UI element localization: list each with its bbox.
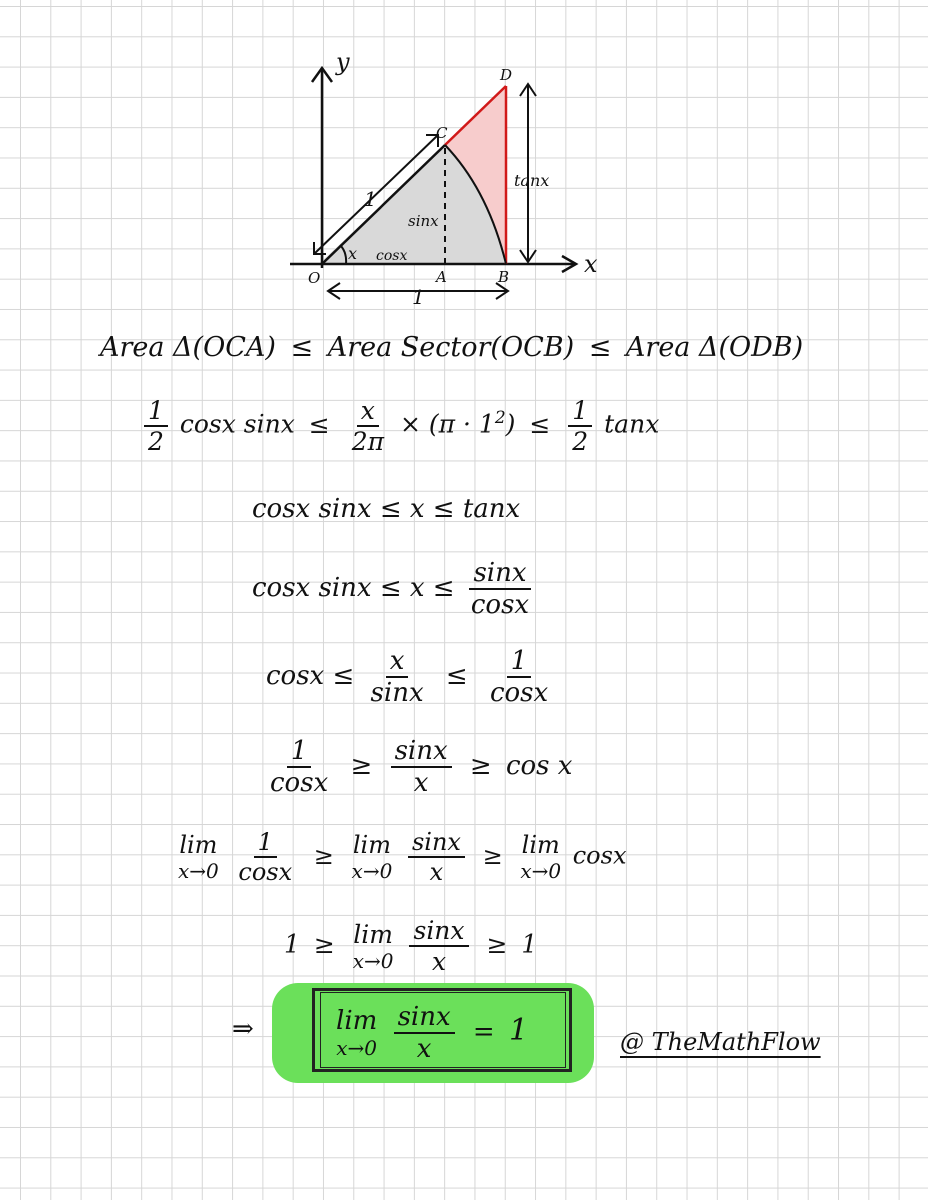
step-6-op2: ≥ bbox=[469, 751, 492, 781]
sin-label: sinx bbox=[408, 212, 439, 230]
step-7-num2: sinx bbox=[408, 830, 465, 858]
point-d-label: D bbox=[500, 66, 513, 84]
step-4-tan-expanded bbox=[252, 560, 537, 618]
step-4-num: sinx bbox=[469, 560, 530, 590]
step-2-area-formulas bbox=[140, 398, 659, 454]
step-2-half2-frac bbox=[568, 398, 592, 454]
angle-label: x bbox=[348, 244, 358, 263]
step-8-op2: ≥ bbox=[486, 929, 508, 959]
step-2-times: × bbox=[399, 409, 421, 439]
step-4-left: cosx sinx ≤ x ≤ bbox=[252, 573, 455, 603]
step-2-x-num: x bbox=[357, 398, 379, 427]
step-5-num2: 1 bbox=[507, 648, 532, 678]
base-label: 1 bbox=[412, 285, 425, 309]
step-8-lim-word: lim bbox=[353, 919, 393, 949]
unit-circle-diagram bbox=[0, 0, 928, 320]
step-7-lim2-word: lim bbox=[352, 831, 391, 859]
step-4-frac bbox=[467, 560, 533, 618]
point-b-label: B bbox=[498, 268, 510, 286]
step-5-op: ≤ bbox=[445, 661, 468, 691]
step-8-num: sinx bbox=[409, 918, 468, 947]
step-2-op2: ≤ bbox=[529, 409, 551, 439]
step-2-half-num: 1 bbox=[144, 398, 168, 427]
step-7-op1: ≥ bbox=[313, 841, 334, 870]
step-6-right: cos x bbox=[505, 751, 573, 781]
step-2-half2-den: 2 bbox=[572, 427, 589, 456]
step-7-lim2 bbox=[352, 833, 393, 881]
step-2-op1: ≤ bbox=[308, 409, 330, 439]
step-9-frac bbox=[394, 1004, 455, 1062]
step-7-op2: ≥ bbox=[482, 841, 503, 870]
origin-label: O bbox=[308, 269, 321, 287]
step-1-right: Area Δ(ODB) bbox=[625, 332, 804, 363]
step-7-limits bbox=[174, 830, 626, 884]
step-1-op1: ≤ bbox=[290, 332, 314, 363]
step-2-x-den: 2π bbox=[351, 427, 385, 456]
point-a-label: A bbox=[436, 268, 447, 286]
step-5-frac1 bbox=[367, 648, 428, 706]
step-6-den2: x bbox=[413, 768, 429, 798]
step-5-divided bbox=[266, 648, 556, 706]
step-9-lim bbox=[336, 1008, 377, 1058]
step-6-num2: sinx bbox=[391, 738, 452, 768]
author-handle-text: @ TheMathFlow bbox=[620, 1028, 821, 1056]
step-9-num: sinx bbox=[394, 1004, 455, 1034]
hypotenuse-label: 1 bbox=[364, 187, 377, 211]
step-8-lim-sub: x→0 bbox=[352, 948, 394, 973]
step-7-right: cosx bbox=[572, 841, 627, 870]
step-8-left: 1 bbox=[284, 929, 300, 959]
step-6-reciprocal bbox=[262, 738, 572, 796]
step-8-lim bbox=[352, 919, 394, 973]
step-6-num1: 1 bbox=[287, 738, 312, 768]
point-c-label: C bbox=[436, 124, 448, 142]
step-7-lim3-word: lim bbox=[521, 831, 560, 859]
step-3-simplified bbox=[252, 496, 520, 522]
step-7-lim3 bbox=[520, 833, 561, 881]
step-7-frac1 bbox=[234, 830, 296, 884]
step-8-squeeze bbox=[284, 918, 537, 974]
step-8-op1: ≥ bbox=[313, 929, 335, 959]
step-9-implies bbox=[232, 1016, 254, 1042]
step-1-op2: ≤ bbox=[588, 332, 612, 363]
step-9-lim-sub: x→0 bbox=[336, 1036, 378, 1060]
step-7-den1: cosx bbox=[238, 858, 293, 886]
step-3-text: cosx sinx ≤ x ≤ tanx bbox=[252, 494, 521, 524]
step-8-frac bbox=[409, 918, 468, 974]
y-axis-label: y bbox=[336, 48, 350, 76]
step-7-lim1-word: lim bbox=[179, 831, 218, 859]
step-9-result bbox=[332, 1004, 528, 1062]
step-9-eq: = bbox=[472, 1017, 495, 1047]
cos-label: cosx bbox=[376, 248, 408, 264]
tan-label: tanx bbox=[514, 171, 550, 190]
step-6-frac1 bbox=[266, 738, 332, 796]
step-5-den1: sinx bbox=[370, 678, 424, 708]
step-1-area-inequality bbox=[100, 334, 803, 361]
step-5-frac2 bbox=[486, 648, 552, 706]
step-2-tan: tanx bbox=[604, 409, 660, 439]
step-2-half-frac bbox=[144, 398, 168, 454]
step-2-paren-close: ) bbox=[505, 409, 516, 439]
step-1-left: Area Δ(OCA) bbox=[100, 332, 276, 363]
step-7-num1: 1 bbox=[254, 830, 277, 858]
step-1-mid: Area Sector(OCB) bbox=[327, 332, 575, 363]
step-5-left: cosx ≤ bbox=[266, 661, 355, 691]
step-9-lim-word: lim bbox=[336, 1006, 378, 1036]
step-8-den: x bbox=[431, 947, 447, 976]
step-2-paren: (π · 1 bbox=[428, 409, 495, 439]
step-5-num1: x bbox=[386, 648, 409, 678]
step-7-lim3-sub: x→0 bbox=[520, 859, 562, 883]
x-axis-label: x bbox=[584, 250, 598, 278]
author-handle bbox=[620, 1030, 821, 1054]
step-6-den1: cosx bbox=[270, 768, 329, 798]
step-9-den: x bbox=[416, 1034, 432, 1064]
step-6-op1: ≥ bbox=[350, 751, 373, 781]
step-6-frac2 bbox=[391, 738, 452, 796]
step-2-cos-sin: cosx sinx bbox=[179, 409, 295, 439]
step-2-half2-num: 1 bbox=[568, 398, 592, 427]
step-7-lim1-sub: x→0 bbox=[178, 859, 219, 883]
step-7-den2: x bbox=[429, 858, 444, 886]
step-2-exp: 2 bbox=[494, 408, 506, 429]
step-4-den: cosx bbox=[470, 590, 530, 620]
step-7-lim2-sub: x→0 bbox=[351, 859, 393, 883]
step-9-implies-symbol: ⇒ bbox=[232, 1014, 254, 1044]
step-2-x-frac bbox=[348, 398, 388, 454]
step-7-frac2 bbox=[408, 830, 465, 884]
step-9-right: 1 bbox=[508, 1013, 529, 1048]
step-2-half-den: 2 bbox=[148, 427, 164, 456]
step-7-lim1 bbox=[178, 833, 219, 881]
step-8-right: 1 bbox=[521, 929, 538, 959]
step-5-den2: cosx bbox=[489, 678, 549, 708]
